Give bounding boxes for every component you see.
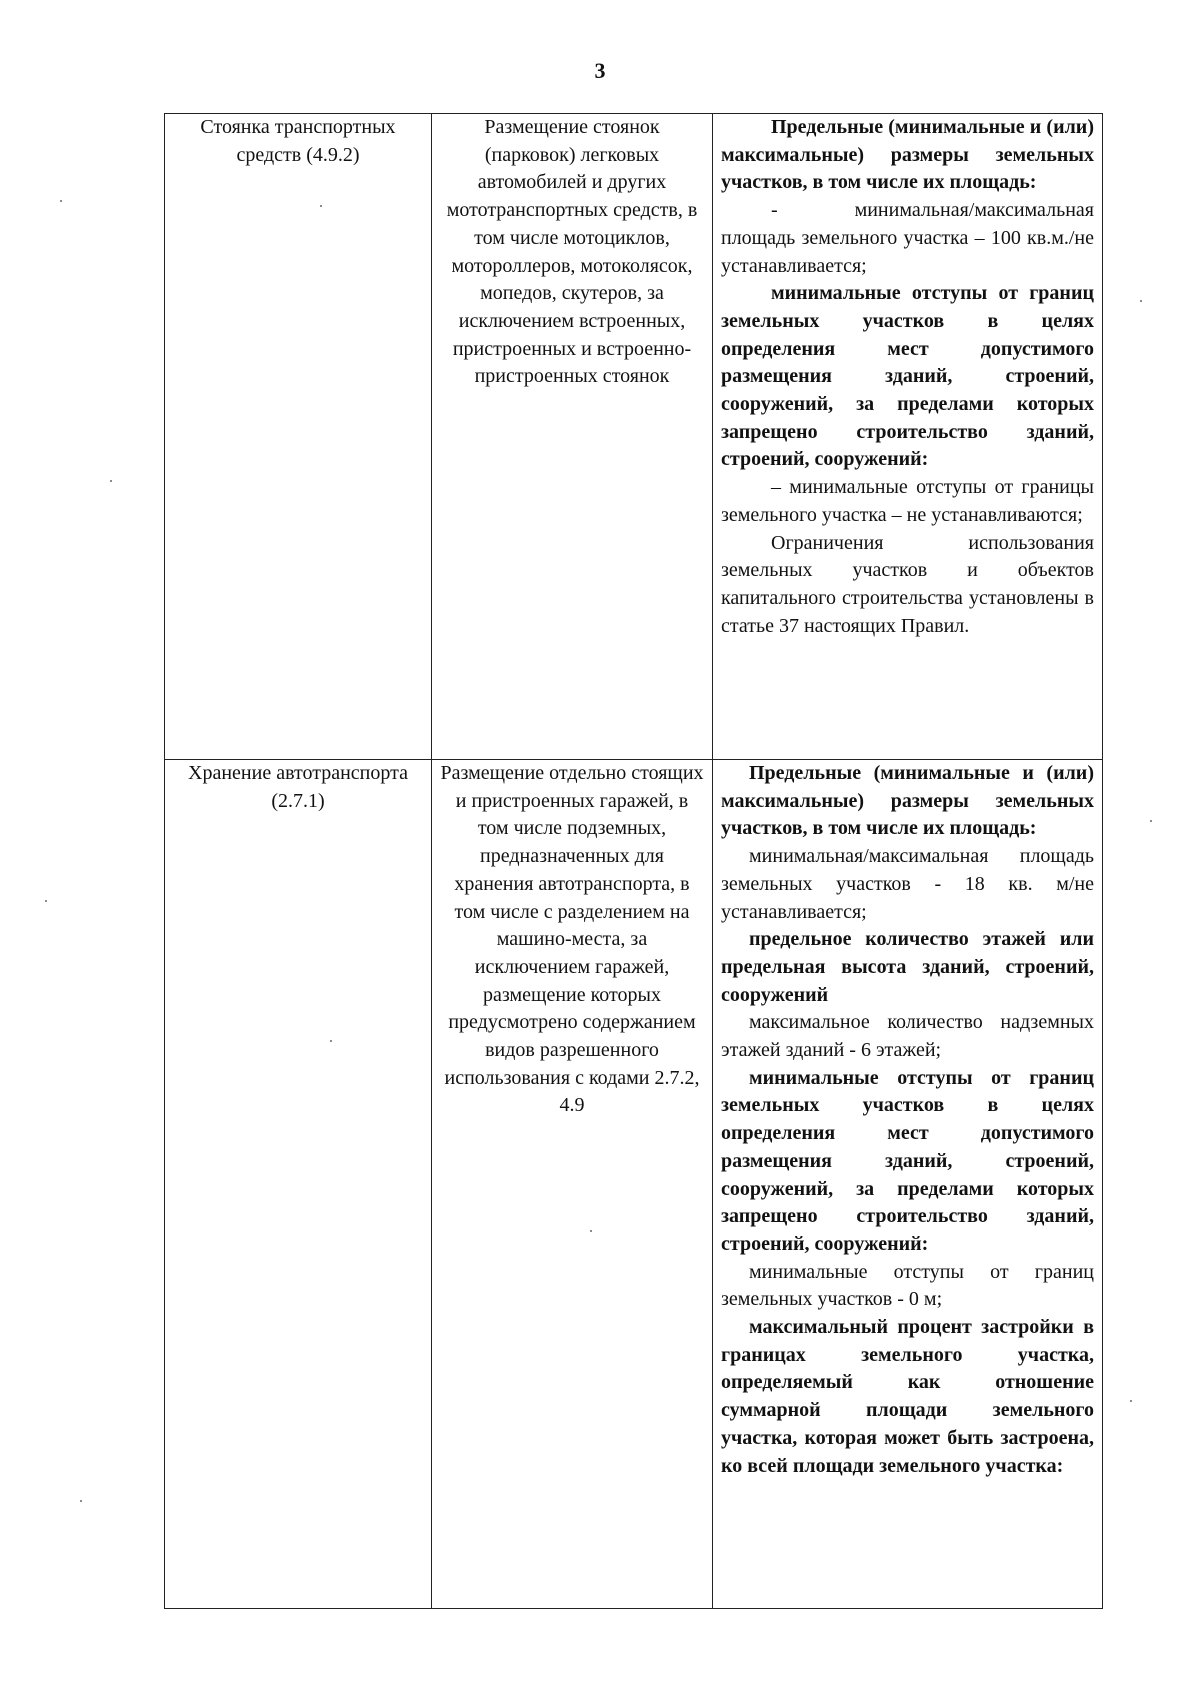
table-row	[165, 760, 1103, 1609]
use-type-description: Размещение отдельно стоящих и пристроенных гаражей, в том числе подземных, предназначенных для хранения автотранспорта, в том числе с разделением на машино-места, за исключением гаражей, размещение которых предусмотрено содержанием видов разрешенного использования с кодами 2.7.2, 4.9	[432, 760, 713, 1609]
scan-speck	[590, 1230, 592, 1232]
scan-speck	[1150, 820, 1152, 822]
parameter-heading: минимальные отступы от границ земельных участков в целях определения мест допустимого размещения зданий, строений, сооружений, за пределами которых запрещено строительство зданий, строений, сооружений:	[721, 282, 1094, 471]
page-number: 3	[594, 58, 606, 83]
scan-speck	[1140, 300, 1142, 302]
use-type-parameters	[713, 114, 1103, 760]
parameter-heading: минимальные отступы от границ земельных участков в целях определения мест допустимого размещения зданий, строений, сооружений, за пределами которых запрещено строительство зданий, строений, сооружений:	[721, 1066, 1094, 1255]
scan-speck	[320, 205, 322, 207]
scan-speck	[330, 1040, 332, 1042]
parameter-text: максимальное количество надземных этажей зданий - 6 этажей;	[721, 1011, 1094, 1062]
scan-speck	[1130, 1400, 1132, 1402]
parameter-text: – минимальные отступы от границы земельного участка – не устанавливаются;	[721, 476, 1094, 526]
regulations-table	[164, 113, 1103, 1609]
parameter-text: минимальная/максимальная площадь земельных участков - 18 кв. м/не устанавливается;	[721, 845, 1094, 923]
scan-speck	[60, 200, 62, 202]
table-row	[165, 114, 1103, 760]
parameter-text: - минимальная/максимальная площадь земельного участка – 100 кв.м./не устанавливается;	[721, 199, 1094, 277]
use-type-parameters	[713, 760, 1103, 1609]
parameter-text: Ограничения использования земельных участков и объектов капитального строительства установлены в статье 37 настоящих Правил.	[721, 531, 1094, 637]
scan-speck	[110, 480, 112, 482]
parameter-heading: Предельные (минимальные и (или) максимальные) размеры земельных участков, в том числе их площадь:	[721, 116, 1094, 194]
use-type-description: Размещение стоянок (парковок) легковых автомобилей и других мототранспортных средств, в том числе мотоциклов, мотороллеров, мотоколясок, мопедов, скутеров, за исключением встроенных, пристроенных и встроенно-пристроенных стоянок	[432, 114, 713, 760]
use-type-name: Стоянка транспортных средств (4.9.2)	[165, 114, 432, 760]
parameter-text: минимальные отступы от границ земельных участков - 0 м;	[721, 1260, 1094, 1311]
parameter-heading: Предельные (минимальные и (или) максимальные) размеры земельных участков, в том числе их площадь:	[721, 762, 1094, 840]
scan-speck	[80, 1500, 82, 1502]
parameter-heading: максимальный процент застройки в границах земельного участка, определяемый как отношение суммарной площади земельного участка, которая может быть застроена, ко всей площади земельного участка:	[721, 1316, 1094, 1477]
parameter-heading: предельное количество этажей или предельная высота зданий, строений, сооружений	[721, 928, 1094, 1006]
scan-speck	[45, 900, 47, 902]
use-type-name: Хранение автотранспорта (2.7.1)	[165, 760, 432, 1609]
